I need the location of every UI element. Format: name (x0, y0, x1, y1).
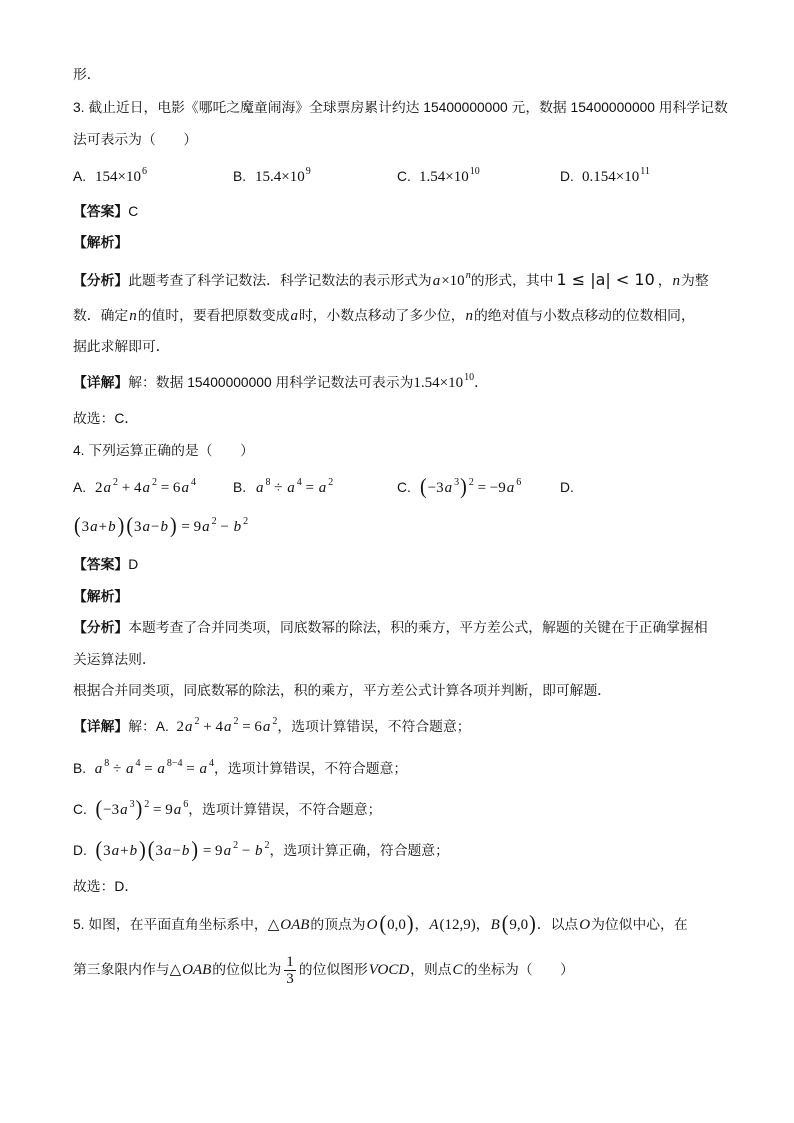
option-b (233, 165, 311, 191)
math-variable: C (452, 962, 463, 979)
option-d (560, 165, 650, 191)
question-4-analysis-cont (73, 648, 753, 672)
question-5-stem (73, 913, 753, 937)
section-label: 【解析】 (73, 235, 129, 250)
math-text: ÷ (270, 480, 287, 496)
superscript: 6 (183, 799, 189, 810)
math-text: − (172, 843, 181, 859)
math-variable: a (181, 480, 189, 496)
math-text: 3 (133, 519, 142, 535)
section-label: 【分析】 (73, 273, 129, 288)
math-variable: a (223, 843, 232, 859)
option-value (419, 166, 480, 185)
text-run: ，则点 (410, 962, 452, 978)
parenthesis: ( (95, 837, 103, 863)
question-4-solution-b (73, 757, 753, 781)
text-run: 解：数据 15400000000 用科学记数法可表示为 (128, 375, 414, 390)
math-text: − (150, 519, 160, 535)
parenthesis: ) (529, 911, 536, 937)
math-variable: B (490, 917, 500, 933)
math-text: = −9 (473, 480, 506, 496)
math-text: = 9 (177, 519, 202, 535)
superscript: 2 (194, 716, 200, 727)
text-run: 据此求解即可． (73, 339, 170, 354)
parenthesis: ( (126, 513, 133, 539)
question-3-analysis (73, 268, 753, 292)
math-variable: a (142, 480, 150, 496)
math-variable: a (202, 519, 210, 535)
math-text: 1.54×10 (413, 375, 464, 391)
math-variable: O (366, 917, 378, 933)
text-run: 数．确定 (73, 308, 129, 323)
math-variable: a (90, 519, 98, 535)
option-b (233, 476, 333, 502)
text-run: 的位似比为 (212, 962, 282, 978)
superscript: 6 (516, 477, 522, 488)
parenthesis: ) (135, 796, 143, 822)
math-text: = 9 (149, 802, 173, 818)
text-run: 形． (73, 67, 101, 82)
math-variable: a (111, 843, 120, 859)
math-variable: a (256, 480, 264, 496)
text-run: 为位似中心，在 (591, 917, 688, 932)
parenthesis: ) (169, 513, 177, 539)
math-text: −3 (427, 480, 444, 496)
question-4-method (73, 679, 753, 703)
parenthesis: ) (191, 837, 199, 863)
math-text: = (140, 761, 157, 777)
text-run: 本题考查了合并同类项，同底数幂的除法，积的乘方，平方差公式，解题的关键在于正确掌握相 (128, 620, 708, 635)
math-variable: a (318, 480, 327, 496)
question-4-solution-a (73, 715, 753, 739)
question-4-options (73, 476, 753, 500)
math-text: 2 (176, 719, 184, 735)
question-4-stem (73, 439, 753, 463)
option-value (255, 477, 334, 496)
option-label: A. (73, 480, 87, 495)
superscript: 2 (243, 516, 249, 527)
superscript: 2 (144, 799, 150, 810)
math-variable: a (199, 761, 208, 777)
superscript: 4 (135, 758, 141, 769)
math-variable: VOCD (368, 962, 410, 979)
math-text: − (216, 519, 233, 535)
math-text: = 6 (238, 719, 262, 735)
superscript: 9 (305, 166, 311, 177)
text-run: C. (73, 802, 95, 817)
question-4-answer (73, 553, 753, 577)
text-run: B. (73, 761, 94, 776)
superscript: 2 (328, 477, 334, 488)
math-variable: b (255, 843, 263, 859)
question-3-analysis-heading (73, 231, 753, 255)
text-run: ， (414, 917, 429, 932)
option-d (560, 476, 582, 500)
question-4-solution-c (73, 798, 753, 822)
text-run: C (128, 204, 139, 219)
math-text: ×10 (441, 273, 465, 289)
math-text: 3 (155, 843, 163, 859)
section-label: 【详解】 (73, 719, 129, 734)
math-variable: a (223, 719, 232, 735)
math-variable: b (181, 843, 190, 859)
math-variable: b (129, 843, 138, 859)
text-run: 此题考查了科学记数法．科学记数法的表示形式为 (128, 273, 432, 288)
math-text: = (301, 480, 318, 496)
math-text: 154×10 (95, 169, 141, 185)
math-variable: a (163, 843, 172, 859)
text-run: 的坐标为（ ） (463, 962, 574, 978)
math-variable: a (184, 719, 193, 735)
superscript: 2 (233, 840, 239, 851)
parenthesis: ) (117, 513, 125, 539)
fraction (284, 954, 296, 987)
math-text: 0.154×10 (582, 169, 640, 185)
math-variable: a (290, 308, 298, 324)
math-text: −3 (103, 802, 120, 818)
superscript: 11 (640, 166, 650, 177)
question-4-choice (73, 875, 753, 899)
option-c (397, 165, 480, 191)
math-text: − (238, 843, 255, 859)
parenthesis: ) (406, 911, 414, 937)
superscript: 4 (209, 758, 215, 769)
option-value (255, 166, 311, 185)
superscript-variable: n (465, 270, 471, 281)
text-run: D (128, 557, 139, 572)
section-label: 【答案】 (73, 204, 129, 219)
question-3-options (73, 165, 753, 189)
parenthesis: ) (460, 474, 467, 500)
option-value (95, 166, 147, 185)
text-run: 故选：C． (73, 411, 139, 426)
math-text: 2 (95, 480, 103, 496)
text-run: D. (73, 843, 95, 858)
math-variable: n (465, 308, 474, 324)
math-text: = 9 (199, 843, 223, 859)
math-variable: a (120, 802, 128, 818)
prev-answer-tail (73, 63, 753, 87)
text-run: 第三象限内作与 (73, 962, 170, 978)
option-label: B. (233, 480, 247, 495)
option-value (582, 166, 650, 185)
math-text: + (98, 519, 108, 535)
text-run: 的形式，其中 (470, 273, 554, 288)
parenthesis: ( (379, 911, 387, 937)
math-variable: n (672, 273, 681, 289)
option-label: C. (397, 169, 411, 184)
parenthesis: ( (501, 911, 509, 937)
math-variable: b (108, 519, 116, 535)
question-3-answer (73, 200, 753, 224)
option-label: A. (73, 169, 87, 184)
superscript: 10 (464, 372, 475, 383)
superscript: 2 (264, 840, 270, 851)
math-variable: a (142, 519, 150, 535)
superscript: 2 (468, 477, 474, 488)
math-variable: OAB (182, 962, 212, 979)
text-run: ，选项计算错误，不符合题意； (214, 761, 408, 776)
math-variable: b (160, 519, 168, 535)
superscript: 3 (454, 477, 460, 488)
option-label: B. (233, 169, 247, 184)
text-run: ， (657, 273, 672, 288)
superscript: 4 (296, 477, 302, 488)
math-variable: O (579, 917, 591, 933)
math-text: 15.4×10 (255, 169, 305, 185)
superscript: 2 (113, 477, 118, 488)
option-a (73, 165, 147, 191)
superscript: 2 (151, 477, 157, 488)
math-variable: a (287, 480, 295, 496)
math-text: = (182, 761, 199, 777)
section-label: 【解析】 (73, 589, 129, 604)
option-value (95, 477, 196, 496)
superscript: 2 (272, 716, 278, 727)
inequality-text: 1 ≤ |a| < 10 (556, 270, 655, 289)
text-run: 的值时，要看把原数变成 (137, 308, 290, 323)
option-value (419, 474, 522, 500)
text-run: 故选：D． (73, 879, 139, 894)
text-run: ，选项计算错误，不符合题意； (188, 802, 382, 817)
text-run: 解：A. (128, 719, 177, 734)
math-text: 3 (81, 519, 90, 535)
text-run: ，选项计算错误，不符合题意； (277, 719, 471, 734)
math-variable: a (432, 273, 441, 289)
math-variable: a (262, 719, 271, 735)
question-4-analysis (73, 616, 753, 640)
superscript: 4 (190, 477, 196, 488)
superscript: 3 (129, 799, 135, 810)
fraction-numerator: 1 (286, 954, 294, 970)
option-a (73, 476, 196, 502)
text-run: 的位似图形 (298, 962, 368, 978)
question-4-analysis-heading (73, 585, 753, 609)
question-4-option-d (73, 515, 753, 539)
option-label: D. (560, 480, 574, 495)
math-text: △ (169, 962, 182, 979)
superscript: 8 (265, 477, 271, 488)
superscript: 2 (233, 716, 239, 727)
superscript: 8−4 (166, 758, 183, 769)
text-run: ，选项计算正确，符合题意； (269, 843, 449, 858)
math-text: △ (267, 917, 280, 933)
math-text: 1.54×10 (419, 169, 469, 185)
option-label: C. (397, 480, 411, 495)
fraction-denominator: 3 (286, 971, 294, 987)
math-variable: a (125, 761, 134, 777)
section-label: 【详解】 (73, 375, 129, 390)
question-3-stem-cont (73, 128, 753, 152)
math-variable: a (173, 802, 182, 818)
text-run: 4. 下列运算正确的是（ ） (73, 443, 254, 458)
math-text: 0,0 (387, 917, 406, 933)
math-variable: a (444, 480, 453, 496)
math-text: 9,0 (509, 917, 529, 933)
text-run: 5. 如图，在平面直角坐标系中， (73, 917, 268, 932)
text-run: ． (474, 375, 488, 390)
math-text: + 4 (118, 480, 142, 496)
text-run: 的绝对值与小数点移动的位数相同， (474, 308, 695, 323)
text-run: 根据合并同类项，同底数幂的除法，积的乘方，平方差公式计算各项并判断，即可解题． (73, 683, 612, 698)
text-run: ， (475, 917, 490, 932)
section-label: 【答案】 (73, 557, 129, 572)
option-c (397, 476, 521, 502)
math-variable: OAB (280, 917, 310, 933)
parenthesis: ( (74, 513, 81, 539)
question-3-analysis-cont (73, 304, 753, 328)
math-text: ÷ (109, 761, 125, 777)
parenthesis: ( (147, 837, 155, 863)
text-run: 关运算法则． (73, 652, 156, 667)
question-5-stem-cont (73, 954, 753, 987)
math-variable: A (429, 917, 439, 933)
math-variable: a (506, 480, 515, 496)
math-text: + (120, 843, 129, 859)
math-variable: n (129, 308, 137, 324)
math-variable: a (94, 761, 103, 777)
text-run: 的顶点为 (310, 917, 366, 932)
option-label: D. (560, 169, 574, 184)
question-3-stem (73, 96, 753, 120)
math-variable: a (103, 480, 111, 496)
math-text: 3 (103, 843, 111, 859)
math-variable: b (233, 519, 242, 535)
math-variable: a (157, 761, 165, 777)
text-run: ．以点 (536, 917, 579, 932)
parenthesis: ( (95, 796, 103, 822)
parenthesis: ) (139, 837, 146, 863)
question-3-analysis-cont (73, 335, 753, 359)
text-run: 法可表示为（ ） (73, 132, 198, 147)
superscript: 8 (104, 758, 110, 769)
text-run: 为整 (681, 273, 709, 288)
superscript: 6 (141, 166, 147, 177)
math-text: (12,9) (439, 917, 476, 933)
superscript: 2 (211, 516, 217, 527)
superscript: 10 (469, 166, 480, 177)
question-3-solution (73, 371, 753, 395)
text-run: 时，小数点移动了多少位， (298, 308, 465, 323)
math-text: = 6 (156, 480, 181, 496)
section-label: 【分析】 (73, 620, 129, 635)
question-3-choice (73, 407, 753, 431)
text-run: 3. 截止近日，电影《哪吒之魔童闹海》全球票房累计约达 15400000000 元，数据 15400000000 用科学记数 (73, 100, 728, 115)
math-text: + 4 (199, 719, 223, 735)
question-4-solution-d (73, 839, 753, 863)
parenthesis: ( (420, 474, 427, 500)
